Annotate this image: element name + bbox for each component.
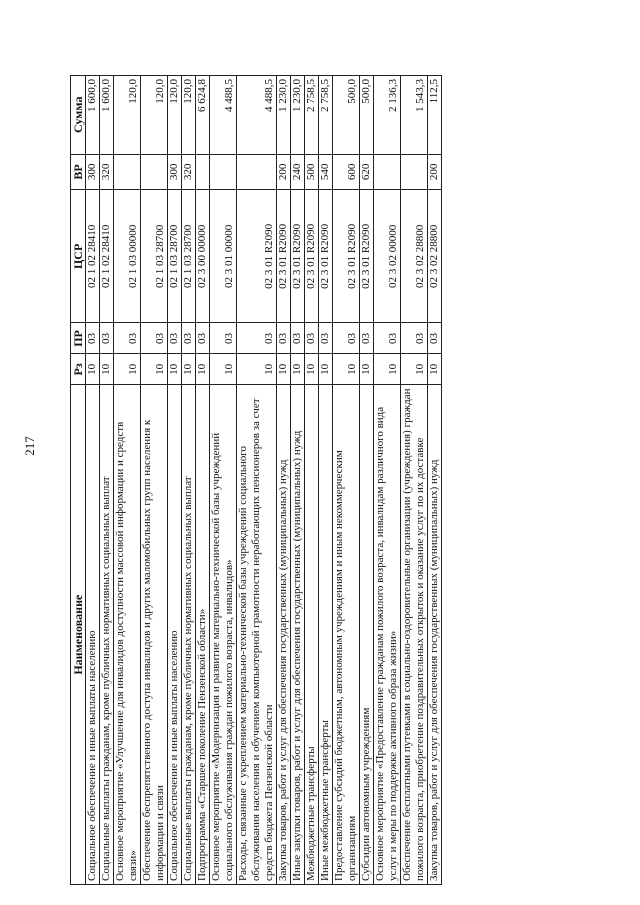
row-rz: 10 xyxy=(305,354,319,385)
row-vr xyxy=(141,154,168,190)
row-pr: 03 xyxy=(196,323,210,354)
row-pr: 03 xyxy=(401,323,428,354)
row-name: Обеспечение бесплатными путевками в социально-оздоровительные организации (учреждения) граждан пожилого возраста, приобретение поздравительных открыток и оказание услуг по их доставке xyxy=(401,385,428,885)
row-vr: 200 xyxy=(277,154,291,190)
row-rz: 10 xyxy=(333,354,360,385)
row-rz: 10 xyxy=(114,354,141,385)
row-pr: 03 xyxy=(237,323,277,354)
row-sum: 1 600,0 xyxy=(86,76,100,155)
row-sum: 120,0 xyxy=(114,76,141,155)
row-sum: 120,0 xyxy=(141,76,168,155)
row-csr: 02 3 01 00000 xyxy=(210,190,237,323)
row-sum: 6 624,8 xyxy=(196,76,210,155)
row-rz: 10 xyxy=(100,354,114,385)
row-name: Межбюджетные трансферты xyxy=(305,385,319,885)
row-name: Закупка товаров, работ и услуг для обеспечения государственных (муниципальных) нужд xyxy=(428,385,442,885)
row-csr: 02 3 02 28800 xyxy=(401,190,428,323)
row-name: Предоставление субсидий бюджетным, автономным учреждениям и иным некоммерческим организациям xyxy=(333,385,360,885)
row-rz: 10 xyxy=(428,354,442,385)
table-row xyxy=(86,76,100,885)
row-pr: 03 xyxy=(374,323,401,354)
row-rz: 10 xyxy=(374,354,401,385)
row-sum: 120,0 xyxy=(168,76,182,155)
row-name: Основное мероприятие «Предоставление гражданам пожилого возраста, инвалидам различного вида услуг и меры по поддержке активного образа жизни» xyxy=(374,385,401,885)
row-pr: 03 xyxy=(428,323,442,354)
row-name: Социальные выплаты гражданам, кроме публичных нормативных социальных выплат xyxy=(182,385,196,885)
table-row xyxy=(305,76,319,885)
row-sum: 1 230,0 xyxy=(291,76,305,155)
table-row xyxy=(237,76,277,885)
budget-table xyxy=(70,75,442,885)
header-name: Наименование xyxy=(71,385,86,885)
header-vr: ВР xyxy=(71,154,86,190)
header-rz: Рз xyxy=(71,354,86,385)
row-sum: 112,5 xyxy=(428,76,442,155)
page-number: 217 xyxy=(22,436,37,456)
row-name: Иные межбюджетные трансферты xyxy=(319,385,333,885)
table-row xyxy=(141,76,168,885)
table-row xyxy=(428,76,442,885)
table-row xyxy=(291,76,305,885)
row-vr xyxy=(210,154,237,190)
row-vr xyxy=(114,154,141,190)
table-row xyxy=(319,76,333,885)
row-csr: 02 3 01 R2090 xyxy=(333,190,360,323)
row-vr xyxy=(374,154,401,190)
row-sum: 1 543,3 xyxy=(401,76,428,155)
row-vr xyxy=(237,154,277,190)
row-csr: 02 3 01 R2090 xyxy=(277,190,291,323)
row-name: Подпрограмма «Старшее поколение Пензенской области» xyxy=(196,385,210,885)
row-name: Расходы, связанные с укреплением материально-технической базы учреждений социального обслуживания населения и обучением компьютерной грамотности неработающих пенсионеров за счет средств бюджета Пензенской области xyxy=(237,385,277,885)
row-csr: 02 3 01 R2090 xyxy=(237,190,277,323)
row-pr: 03 xyxy=(333,323,360,354)
row-pr: 03 xyxy=(141,323,168,354)
row-rz: 10 xyxy=(141,354,168,385)
row-sum: 1 230,0 xyxy=(277,76,291,155)
row-sum: 120,0 xyxy=(182,76,196,155)
row-rz: 10 xyxy=(237,354,277,385)
row-csr: 02 1 02 28410 xyxy=(86,190,100,323)
row-csr: 02 3 02 00000 xyxy=(374,190,401,323)
row-csr: 02 3 01 R2090 xyxy=(360,190,374,323)
row-csr: 02 1 03 28700 xyxy=(182,190,196,323)
row-sum: 2 758,5 xyxy=(319,76,333,155)
row-vr: 300 xyxy=(86,154,100,190)
row-sum: 500,0 xyxy=(333,76,360,155)
row-vr: 600 xyxy=(333,154,360,190)
row-vr xyxy=(196,154,210,190)
row-rz: 10 xyxy=(210,354,237,385)
row-csr: 02 1 03 28700 xyxy=(168,190,182,323)
table-row xyxy=(168,76,182,885)
row-rz: 10 xyxy=(291,354,305,385)
row-pr: 03 xyxy=(291,323,305,354)
header-pr: ПР xyxy=(71,323,86,354)
row-sum: 1 600,0 xyxy=(100,76,114,155)
table-row xyxy=(114,76,141,885)
row-vr: 200 xyxy=(428,154,442,190)
row-vr: 240 xyxy=(291,154,305,190)
row-sum: 4 488,5 xyxy=(210,76,237,155)
row-name: Иные закупки товаров, работ и услуг для обеспечения государственных (муниципальных) нужд xyxy=(291,385,305,885)
row-vr xyxy=(401,154,428,190)
row-rz: 10 xyxy=(196,354,210,385)
row-sum: 2 758,5 xyxy=(305,76,319,155)
row-vr: 620 xyxy=(360,154,374,190)
header-csr: ЦСР xyxy=(71,190,86,323)
row-name: Обеспечение беспрепятственного доступа инвалидов и других маломобильных групп населения к информации и связи xyxy=(141,385,168,885)
row-rz: 10 xyxy=(319,354,333,385)
table-row xyxy=(210,76,237,885)
row-csr: 02 1 02 28410 xyxy=(100,190,114,323)
header-sum: Сумма xyxy=(71,76,86,155)
table-row xyxy=(374,76,401,885)
row-pr: 03 xyxy=(168,323,182,354)
row-rz: 10 xyxy=(86,354,100,385)
row-pr: 03 xyxy=(319,323,333,354)
row-rz: 10 xyxy=(277,354,291,385)
rotated-page-content xyxy=(70,75,550,885)
row-rz: 10 xyxy=(182,354,196,385)
row-pr: 03 xyxy=(182,323,196,354)
table-row xyxy=(401,76,428,885)
table-row xyxy=(277,76,291,885)
row-pr: 03 xyxy=(86,323,100,354)
row-rz: 10 xyxy=(401,354,428,385)
row-vr: 300 xyxy=(168,154,182,190)
row-name: Закупка товаров, работ и услуг для обеспечения государственных (муниципальных) нужд xyxy=(277,385,291,885)
table-row xyxy=(333,76,360,885)
row-vr: 320 xyxy=(100,154,114,190)
row-csr: 02 1 03 00000 xyxy=(114,190,141,323)
row-rz: 10 xyxy=(168,354,182,385)
row-pr: 03 xyxy=(305,323,319,354)
row-csr: 02 3 01 R2090 xyxy=(305,190,319,323)
row-name: Социальные выплаты гражданам, кроме публичных нормативных социальных выплат xyxy=(100,385,114,885)
table-row xyxy=(182,76,196,885)
row-pr: 03 xyxy=(210,323,237,354)
row-vr: 540 xyxy=(319,154,333,190)
row-csr: 02 3 00 00000 xyxy=(196,190,210,323)
row-pr: 03 xyxy=(277,323,291,354)
row-pr: 03 xyxy=(100,323,114,354)
row-csr: 02 3 02 28800 xyxy=(428,190,442,323)
table-row xyxy=(360,76,374,885)
row-name: Субсидии автономным учреждениям xyxy=(360,385,374,885)
row-vr: 320 xyxy=(182,154,196,190)
row-vr: 500 xyxy=(305,154,319,190)
row-name: Основное мероприятие «Модернизация и развитие материально-технической базы учреждений социального обслуживания граждан пожилого возраста, инвалидов» xyxy=(210,385,237,885)
table-row xyxy=(100,76,114,885)
row-sum: 2 136,3 xyxy=(374,76,401,155)
row-name: Основное мероприятие «Улучшение для инвалидов доступности массовой информации и средств связи» xyxy=(114,385,141,885)
row-name: Социальное обеспечение и иные выплаты населению xyxy=(168,385,182,885)
row-sum: 4 488,5 xyxy=(237,76,277,155)
table-header-row xyxy=(71,76,86,885)
row-csr: 02 3 01 R2090 xyxy=(319,190,333,323)
row-csr: 02 1 03 28700 xyxy=(141,190,168,323)
row-name: Социальное обеспечение и иные выплаты населению xyxy=(86,385,100,885)
table-row xyxy=(196,76,210,885)
row-csr: 02 3 01 R2090 xyxy=(291,190,305,323)
row-pr: 03 xyxy=(360,323,374,354)
row-rz: 10 xyxy=(360,354,374,385)
row-pr: 03 xyxy=(114,323,141,354)
row-sum: 500,0 xyxy=(360,76,374,155)
